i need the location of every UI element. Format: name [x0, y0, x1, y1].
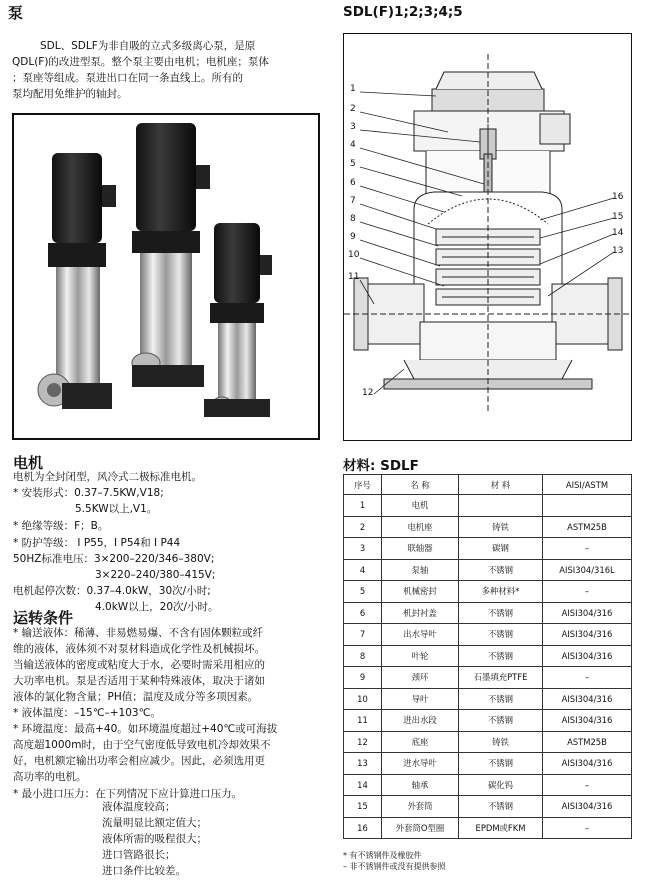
operation-line: 液体的氯化物含量；PH值；温度及成分等多项因素。	[13, 691, 259, 703]
table-notes	[343, 850, 632, 872]
motor-line: * 绝缘等级：F；B。	[13, 520, 109, 532]
table-cell: 进出水段	[382, 710, 459, 732]
table-cell: AISI304/316	[543, 710, 632, 732]
material-table-grid	[343, 474, 632, 839]
callout-5: 5	[350, 159, 356, 169]
table-cell: AISI304/316	[543, 624, 632, 646]
header-cell: AISI/ASTM	[543, 475, 632, 495]
motor-line: 50HZ标准电压：3×200–220/346–380V;	[13, 553, 215, 565]
table-cell: 外套筒O型圈	[382, 817, 459, 839]
table-cell: 9	[344, 667, 382, 689]
pump-desc-line: ；泵座等组成。泵进出口在同一条直线上。所有的	[12, 72, 243, 84]
material-table	[343, 474, 632, 839]
pump-description	[12, 38, 317, 102]
operation-line: * 输送液体：稀薄、非易燃易爆、不含有固体颗粒或纤	[13, 627, 264, 639]
table-cell: 进水导叶	[382, 753, 459, 775]
table-row	[344, 516, 632, 538]
callout-15: 15	[612, 212, 624, 222]
pump-left	[38, 153, 116, 409]
pump-photo	[12, 113, 320, 440]
operation-line: 好，电机额定输出功率会相应减少。因此，必须选用更	[13, 755, 265, 767]
diagram-title: SDL(F)1;2;3;4;5	[343, 4, 463, 20]
operation-line: * 最小进口压力：在下列情况下应计算进口压力。	[13, 788, 243, 800]
table-cell: –	[543, 817, 632, 839]
table-cell: 16	[344, 817, 382, 839]
table-cell	[543, 495, 632, 517]
table-cell: 6	[344, 602, 382, 624]
table-cell: 13	[344, 753, 382, 775]
table-row	[344, 774, 632, 796]
table-cell: 底座	[382, 731, 459, 753]
motor-line: 4.0kW以上，20次/小时。	[95, 601, 219, 613]
table-cell: 多种材料*	[459, 581, 543, 603]
table-cell: 叶轮	[382, 645, 459, 667]
table-cell: 外套筒	[382, 796, 459, 818]
motor-line: 3×220–240/380–415V;	[95, 569, 216, 581]
table-cell: 铸铁	[459, 516, 543, 538]
table-cell	[459, 495, 543, 517]
table-cell: 8	[344, 645, 382, 667]
motor-line: 电机起停次数：0.37–4.0kW，30次/小时;	[13, 585, 211, 597]
callout-9: 9	[350, 232, 356, 242]
table-cell: 导叶	[382, 688, 459, 710]
table-cell: 轴承	[382, 774, 459, 796]
table-cell: 不锈钢	[459, 624, 543, 646]
table-cell: 颈环	[382, 667, 459, 689]
callout-14: 14	[612, 228, 624, 238]
operation-line: * 环境温度：最高+40。如环境温度超过+40℃或可海拔	[13, 723, 278, 735]
table-cell: –	[543, 538, 632, 560]
table-cell: 机械密封	[382, 581, 459, 603]
table-cell: 不锈钢	[459, 688, 543, 710]
table-cell: AISI304/316	[543, 688, 632, 710]
note-line: – 非不锈钢件或没有提供参照	[343, 862, 446, 871]
table-cell: 1	[344, 495, 382, 517]
cross-section-diagram	[343, 33, 632, 441]
table-row	[344, 538, 632, 560]
callout-10: 10	[348, 250, 360, 260]
table-row	[344, 688, 632, 710]
table-cell: 3	[344, 538, 382, 560]
table-cell: 不锈钢	[459, 559, 543, 581]
table-cell: AISI304/316	[543, 796, 632, 818]
motor-line: 电机为全封闭型，风冷式二极标准电机。	[13, 471, 202, 483]
table-cell: 5	[344, 581, 382, 603]
table-cell: –	[543, 667, 632, 689]
operation-conditions	[13, 626, 333, 800]
table-cell: 15	[344, 796, 382, 818]
callout-4: 4	[350, 140, 356, 150]
note-line: * 有不锈钢件及橡胶件	[343, 851, 422, 860]
table-row	[344, 645, 632, 667]
table-row	[344, 559, 632, 581]
table-cell: ASTM25B	[543, 516, 632, 538]
operation-line: 高度超1000m时，由于空气密度低导致电机冷却效果不	[13, 739, 271, 751]
callout-12: 12	[362, 388, 374, 398]
table-cell: ASTM25B	[543, 731, 632, 753]
table-cell: 铸铁	[459, 731, 543, 753]
table-cell: 电机座	[382, 516, 459, 538]
table-row	[344, 796, 632, 818]
table-row	[344, 602, 632, 624]
table-cell: 机封衬盖	[382, 602, 459, 624]
table-cell: 碳化钨	[459, 774, 543, 796]
pump-desc-line: 泵均配用免维护的轴封。	[12, 88, 128, 100]
pump-heading: 泵	[8, 4, 24, 22]
operation-line: 维的液体，液体须不对泵材料造成化学性及机械损坏。	[13, 643, 265, 655]
table-cell: 不锈钢	[459, 645, 543, 667]
header-cell: 名 称	[382, 475, 459, 495]
table-cell: 泵轴	[382, 559, 459, 581]
pump-desc-line: QDL(F)的改进型泵。整个泵主要由电机；电机座；泵体	[12, 56, 269, 68]
callout-8: 8	[350, 214, 356, 224]
table-cell: 4	[344, 559, 382, 581]
table-cell: 不锈钢	[459, 796, 543, 818]
table-row	[344, 731, 632, 753]
table-cell: 联轴器	[382, 538, 459, 560]
operation-line: 大功率电机。泵是否适用于某种特殊液体，取决于诸如	[13, 675, 265, 687]
callout-16: 16	[612, 192, 624, 202]
material-title: 材料: SDLF	[343, 458, 419, 474]
pump-cross-section-drawing	[344, 34, 630, 438]
table-cell: 12	[344, 731, 382, 753]
pump-photo-image	[14, 115, 318, 438]
table-row	[344, 710, 632, 732]
motor-line: * 安装形式：0.37–7.5KW,V18;	[13, 487, 164, 499]
motor-line: * 防护等级： I P55，I P54和 I P44	[13, 537, 181, 549]
table-cell: 2	[344, 516, 382, 538]
table-cell: 不锈钢	[459, 710, 543, 732]
table-cell: AISI304/316L	[543, 559, 632, 581]
pump-middle	[132, 123, 210, 387]
callout-7: 7	[350, 196, 356, 206]
condition-item: 液体温度较高；	[102, 801, 176, 813]
callout-11: 11	[348, 272, 360, 282]
condition-item: 液体所需的吸程很大；	[102, 833, 207, 845]
table-cell: 出水导叶	[382, 624, 459, 646]
motor-specs	[13, 470, 333, 613]
inlet-conditions-list	[102, 800, 302, 880]
condition-item: 流量明显比额定值大；	[102, 817, 207, 829]
table-cell: 碳钢	[459, 538, 543, 560]
operation-line: 高功率的电机。	[13, 771, 87, 783]
motor-heading: 电机	[13, 454, 44, 472]
table-cell: 7	[344, 624, 382, 646]
table-cell: 14	[344, 774, 382, 796]
table-row	[344, 753, 632, 775]
motor-line: 5.5KW以上,V1。	[75, 503, 158, 515]
callout-13: 13	[612, 246, 624, 256]
callout-1: 1	[350, 84, 356, 94]
table-row	[344, 667, 632, 689]
table-cell: –	[543, 581, 632, 603]
table-cell: 10	[344, 688, 382, 710]
table-row	[344, 624, 632, 646]
operation-line: 当输送液体的密度或粘度大于水，必要时需采用相应的	[13, 659, 265, 671]
header-cell: 序号	[344, 475, 382, 495]
table-cell: AISI304/316	[543, 753, 632, 775]
table-cell: 11	[344, 710, 382, 732]
pump-desc-line: SDL、SDLF为非自吸的立式多级离心泵，是原	[40, 40, 256, 52]
condition-item: 进口条件比较差。	[102, 865, 186, 877]
callout-2: 2	[350, 104, 356, 114]
table-cell: –	[543, 774, 632, 796]
callout-3: 3	[350, 122, 356, 132]
condition-item: 进口管路很长；	[102, 849, 176, 861]
table-cell: 石墨填充PTFE	[459, 667, 543, 689]
operation-heading: 运转条件	[13, 609, 74, 627]
table-row	[344, 495, 632, 517]
table-row	[344, 581, 632, 603]
callout-6: 6	[350, 178, 356, 188]
table-cell: EPDM或FKM	[459, 817, 543, 839]
table-cell: 不锈钢	[459, 602, 543, 624]
pump-right	[204, 223, 272, 417]
table-cell: 不锈钢	[459, 753, 543, 775]
header-cell: 材 料	[459, 475, 543, 495]
table-cell: 电机	[382, 495, 459, 517]
table-header-row	[344, 475, 632, 495]
table-cell: AISI304/316	[543, 602, 632, 624]
table-cell: AISI304/316	[543, 645, 632, 667]
table-row	[344, 817, 632, 839]
operation-line: * 液体温度：–15℃–+103℃。	[13, 707, 161, 719]
